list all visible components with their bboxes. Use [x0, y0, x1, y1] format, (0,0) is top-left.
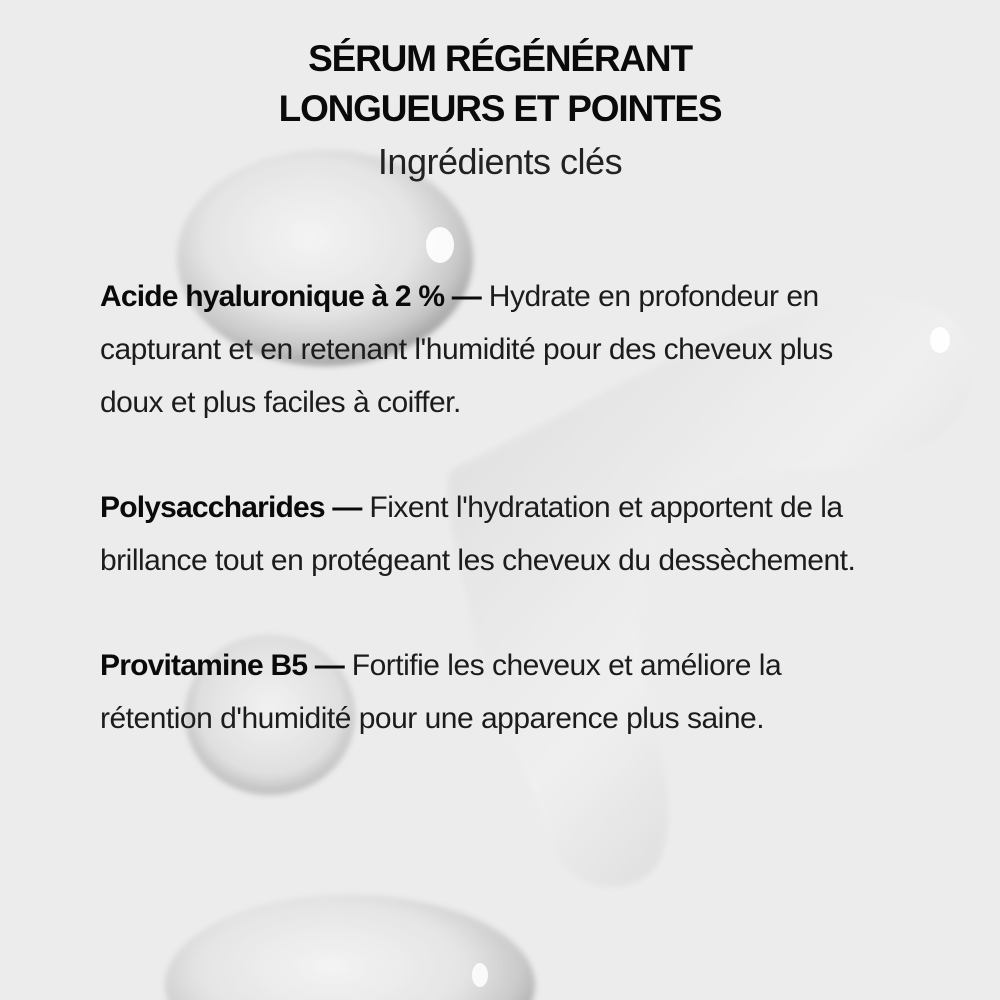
ingredient-name: Provitamine B5 — [100, 649, 344, 682]
ingredient-list [100, 270, 900, 797]
ingredient-name: Polysaccharides — [100, 491, 362, 524]
ingredient-item [100, 639, 900, 745]
ingredient-description: Fixent l'hydratation et apportent de la brillance tout en protégeant les cheveux du dessèchement. [100, 491, 856, 577]
ingredient-description: Fortifie les cheveux et améliore la rétention d'humidité pour une apparence plus saine. [100, 649, 782, 735]
product-title-line-1: SÉRUM RÉGÉNÉRANT [308, 38, 692, 79]
ingredient-item [100, 270, 900, 429]
ingredient-name: Acide hyaluronique à 2 % — [100, 280, 481, 313]
section-subtitle: Ingrédients clés [377, 141, 623, 182]
ingredient-description: Hydrate en profondeur en capturant et en retenant l'humidité pour des cheveux plus doux et plus faciles à coiffer. [100, 280, 833, 419]
product-title-line-2: LONGUEURS ET POINTES [278, 88, 722, 129]
ingredient-item [100, 481, 900, 587]
header [0, 34, 1000, 188]
